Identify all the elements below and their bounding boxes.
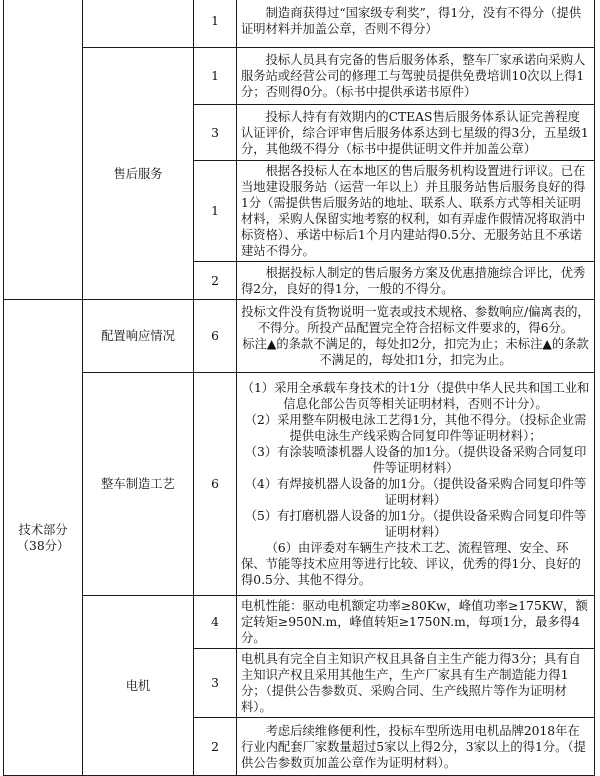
criteria-cell: 电机具有完全自主知识产权且具备自主生产能力得3分；具有自主知识产权且采用其他生产，生产厂家具有生产制造能力得1分；（提供公告参数页、采购合同、生产线照片等作为证明材料）。 xyxy=(237,649,595,718)
table-row xyxy=(4,48,595,105)
table-row xyxy=(4,373,595,596)
criteria-line: （4）有焊接机器人设备的加1分。（提供设备采购合同复印件等证明材料） xyxy=(244,477,587,507)
item-cell: 电机 xyxy=(83,596,194,776)
criteria-line: （3）有涂装喷漆机器人设备的加1分。（提供设备采购合同复印件等证明材料） xyxy=(244,445,587,475)
criteria-cell xyxy=(237,373,595,596)
criteria-line: （1）采用全承载车身技术的计1分（提供中华人民共和国工业和信息化部公告页等相关证明材料，否则不计分）。 xyxy=(241,381,590,411)
criteria-line: （6）由评委对车辆生产技术工艺、流程管理、安全、环保、节能等技术应用等进行比较、评议，优秀的得1分、良好的得0.5分、其他不得分。 xyxy=(241,541,581,587)
criteria-cell: 制造商获得过“国家级专利奖”，得1分，没有不得分（提供证明材料并加盖公章，否则不得分） xyxy=(237,0,595,48)
score-cell: 6 xyxy=(194,300,237,373)
criteria-cell: 根据各投标人在本地区的售后服务机构设置进行评议。已在当地建设服务站（运营一年以上）并且服务站售后服务良好的得1分（需提供售后服务站的地址、联系人、联系方式等相关证明材料，采购人保留实地考察的权利，如有弄虚作假情况将取消中标资格）、承诺中标后1个月内建站得0.5分、无服务站且不承诺建站不得分。 xyxy=(237,161,595,262)
criteria-line: 投标文件没有货物说明一览表或技术规格、参数响应/偏离表的，不得分。所投产品配置完全符合招标文件要求的，得6分。 xyxy=(241,305,590,335)
criteria-line: （2）采用整车阴极电泳工艺得1分，其他不得分。（投标企业需提供电泳生产线采购合同复印件等证明材料）； xyxy=(244,413,587,443)
score-cell: 3 xyxy=(194,105,237,161)
criteria-cell: 投标人持有有效期内的CTEAS售后服务体系认证完善程度认证评价，综合评审售后服务体系达到七星级的得3分，五星级1分，其他级不得分（标书中提供证明文件并加盖公章） xyxy=(237,105,595,161)
criteria-cell: 投标人员具有完备的售后服务体系，整车厂家承诺向采购人服务站或经营公司的修理工与驾驶员提供免费培训10次以上得1分；否则得0分。（标书中提供承诺书原件） xyxy=(237,48,595,105)
score-cell: 1 xyxy=(194,0,237,48)
criteria-cell: 考虑后续维修便利性，投标车型所选用电机品牌2018年在行业内配套厂家数量超过5家以上得2分，3家以上的得1分。（提供公告参数页加盖公章作为证明材料）。 xyxy=(237,718,595,776)
criteria-cell xyxy=(237,300,595,373)
criteria-cell: 电机性能：驱动电机额定功率≥80Kw，峰值功率≥175KW，额定转矩≥950N.m，峰值转矩≥1750N.m，每项1分，最多得4分。 xyxy=(237,596,595,649)
criteria-cell: 根据投标人制定的售后服务方案及优惠措施综合评比，优秀得2分，良好的得1分，一般的不得分。 xyxy=(237,262,595,300)
item-cell: 售后服务 xyxy=(83,48,194,300)
item-cell xyxy=(83,0,194,48)
table-row xyxy=(4,0,595,48)
item-cell: 配置响应情况 xyxy=(83,300,194,373)
score-cell: 3 xyxy=(194,649,237,718)
score-cell: 2 xyxy=(194,718,237,776)
score-cell: 6 xyxy=(194,373,237,596)
score-cell: 2 xyxy=(194,262,237,300)
category-cell: 技术部分（38分） xyxy=(4,300,83,776)
score-cell: 1 xyxy=(194,48,237,105)
category-cell xyxy=(4,0,83,300)
scoring-table xyxy=(3,0,595,776)
score-cell: 1 xyxy=(194,161,237,262)
criteria-line: （5）有打磨机器人设备的加1分。（提供设备采购合同复印件等证明材料） xyxy=(244,509,587,539)
criteria-line: 标注▲的条款不满足的，每处扣2分，扣完为止；未标注▲的条款不满足的，每处扣1分，扣完为止。 xyxy=(242,337,589,367)
table-row xyxy=(4,300,595,373)
table-row xyxy=(4,596,595,649)
score-cell: 4 xyxy=(194,596,237,649)
item-cell: 整车制造工艺 xyxy=(83,373,194,596)
